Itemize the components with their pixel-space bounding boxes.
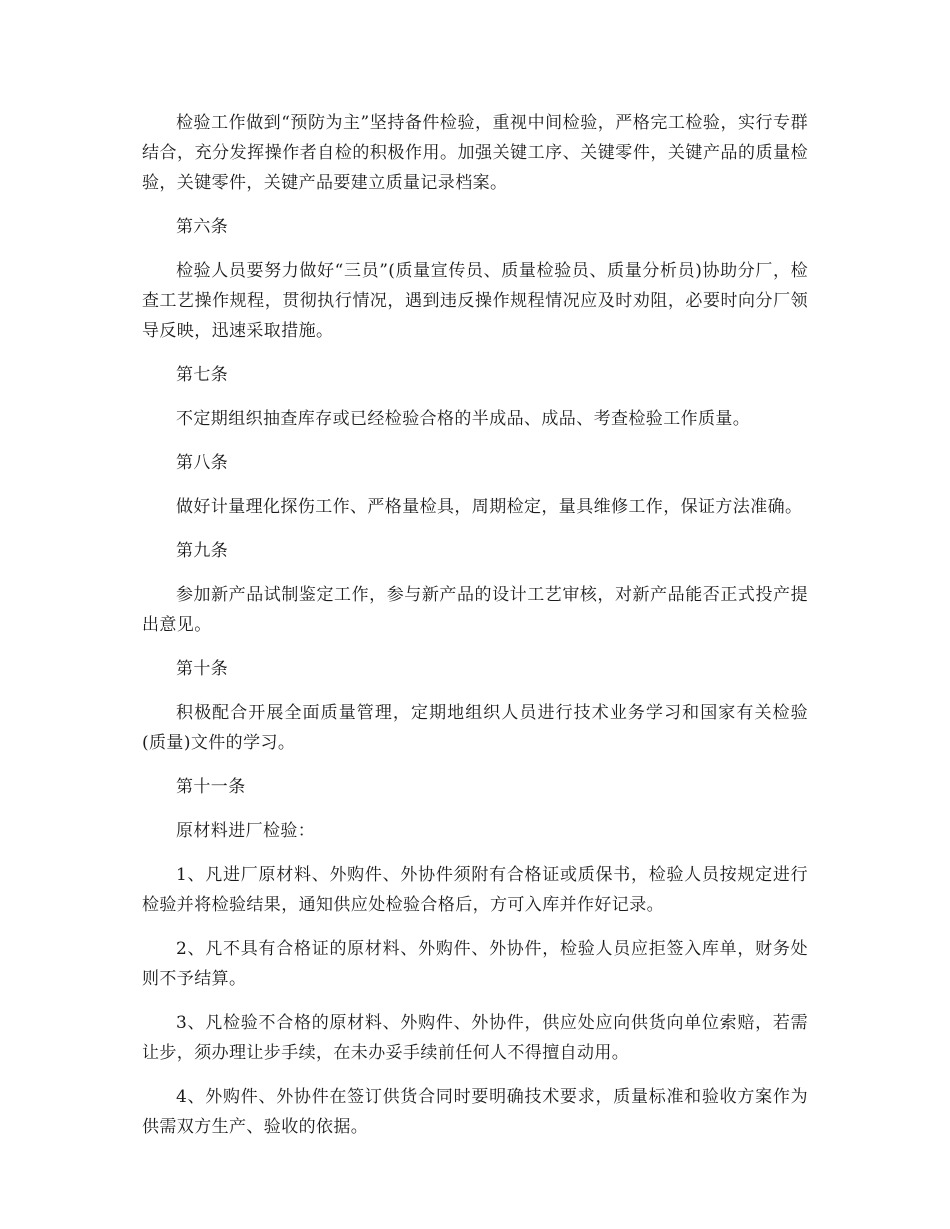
article-heading: 第九条 <box>176 541 229 561</box>
list-item: 3、凡检验不合格的原材料、外购件、外协件，供应处应向供货向单位索赔，若需让步，须办理让步手续，在未办妥手续前任何人不得擅自动用。 <box>142 1013 808 1063</box>
article-heading: 第十条 <box>176 659 229 679</box>
paragraph: 参加新产品试制鉴定工作，参与新产品的设计工艺审核，对新产品能否正式投产提出意见。 <box>142 585 808 635</box>
paragraph: 检验人员要努力做好“三员”(质量宣传员、质量检验员、质量分析员)协助分厂，检查工艺操作规程，贯彻执行情况，遇到违反操作规程情况应及时劝阻，必要时向分厂领导反映，迅速采取措施。 <box>142 261 808 341</box>
article-heading: 第八条 <box>176 453 229 473</box>
section-intro: 原材料进厂检验： <box>176 821 316 841</box>
article-heading: 第七条 <box>176 365 229 385</box>
list-item: 4、外购件、外协件在签订供货合同时要明确技术要求，质量标准和验收方案作为供需双方生产、验收的依据。 <box>142 1087 808 1137</box>
article-heading: 第十一条 <box>176 777 246 797</box>
article-heading: 第六条 <box>176 217 229 237</box>
list-item: 2、凡不具有合格证的原材料、外购件、外协件，检验人员应拒签入库单，财务处则不予结算。 <box>142 939 808 989</box>
list-item: 1、凡进厂原材料、外购件、外协件须附有合格证或质保书，检验人员按规定进行检验并将检验结果，通知供应处检验合格后，方可入库并作好记录。 <box>142 865 808 915</box>
paragraph: 检验工作做到“预防为主”坚持备件检验，重视中间检验，严格完工检验，实行专群结合，充分发挥操作者自检的积极作用。加强关键工序、关键零件，关键产品的质量检验，关键零件，关键产品要建立质量记录档案。 <box>142 113 808 193</box>
paragraph: 做好计量理化探伤工作、严格量检具，周期检定，量具维修工作，保证方法准确。 <box>176 497 803 517</box>
paragraph: 不定期组织抽查库存或已经检验合格的半成品、成品、考查检验工作质量。 <box>176 409 751 429</box>
paragraph: 积极配合开展全面质量管理，定期地组织人员进行技术业务学习和国家有关检验(质量)文件的学习。 <box>142 703 808 753</box>
